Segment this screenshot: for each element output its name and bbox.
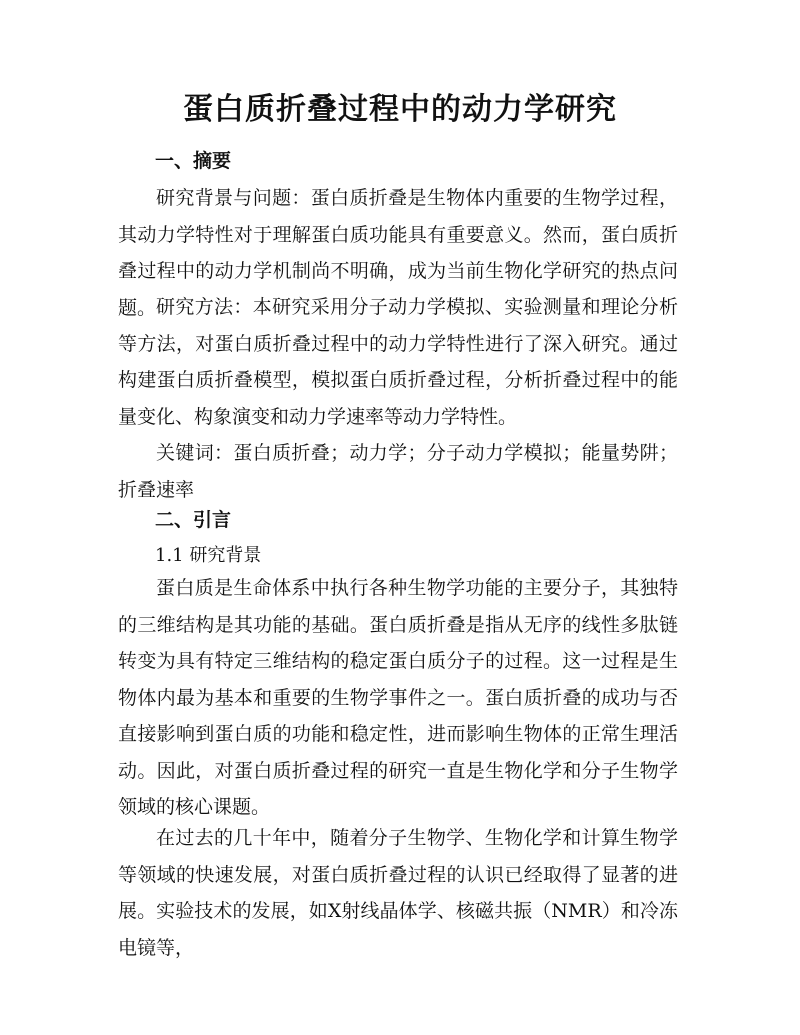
document-title: 蛋白质折叠过程中的动力学研究	[183, 92, 617, 127]
introduction-paragraph-2: 在过去的几十年中，随着分子生物学、生物化学和计算生物学等领域的快速发展，对蛋白质折叠过程的认识已经取得了显著的进展。实验技术的发展，如X射线晶体学、核磁共振（NMR）和冷冻电镜等，	[118, 827, 678, 959]
introduction-paragraph-1: 蛋白质是生命体系中执行各种生物学功能的主要分子，其独特的三维结构是其功能的基础。蛋白质折叠是指从无序的线性多肽链转变为具有特定三维结构的稳定蛋白质分子的过程。这一过程是生物体内最为基本和重要的生物学事件之一。蛋白质折叠的成功与否直接影响到蛋白质的功能和稳定性，进而影响生物体的正常生理活动。因此，对蛋白质折叠过程的研究一直是生物化学和分子生物学领域的核心课题。	[118, 577, 678, 818]
abstract-background-paragraph: 研究背景与问题：蛋白质折叠是生物体内重要的生物学过程，其动力学特性对于理解蛋白质功能具有重要意义。然而，蛋白质折叠过程中的动力学机制尚不明确，成为当前生物化学研究的热点问题。	[118, 187, 678, 319]
abstract-methods-paragraph: 研究方法：本研究采用分子动力学模拟、实验测量和理论分析等方法，对蛋白质折叠过程中的动力学特性进行了深入研究。通过构建蛋白质折叠模型，模拟蛋白质折叠过程，分析折叠过程中的能量变化、构象演变和动力学速率等动力学特性。	[118, 296, 678, 428]
section-heading-abstract: 一、摘要	[155, 150, 232, 172]
keywords-paragraph: 关键词：蛋白质折叠；动力学；分子动力学模拟；能量势阱；折叠速率	[118, 442, 678, 501]
section-heading-introduction: 二、引言	[155, 509, 232, 531]
subsection-heading-background: 1.1 研究背景	[155, 545, 262, 566]
